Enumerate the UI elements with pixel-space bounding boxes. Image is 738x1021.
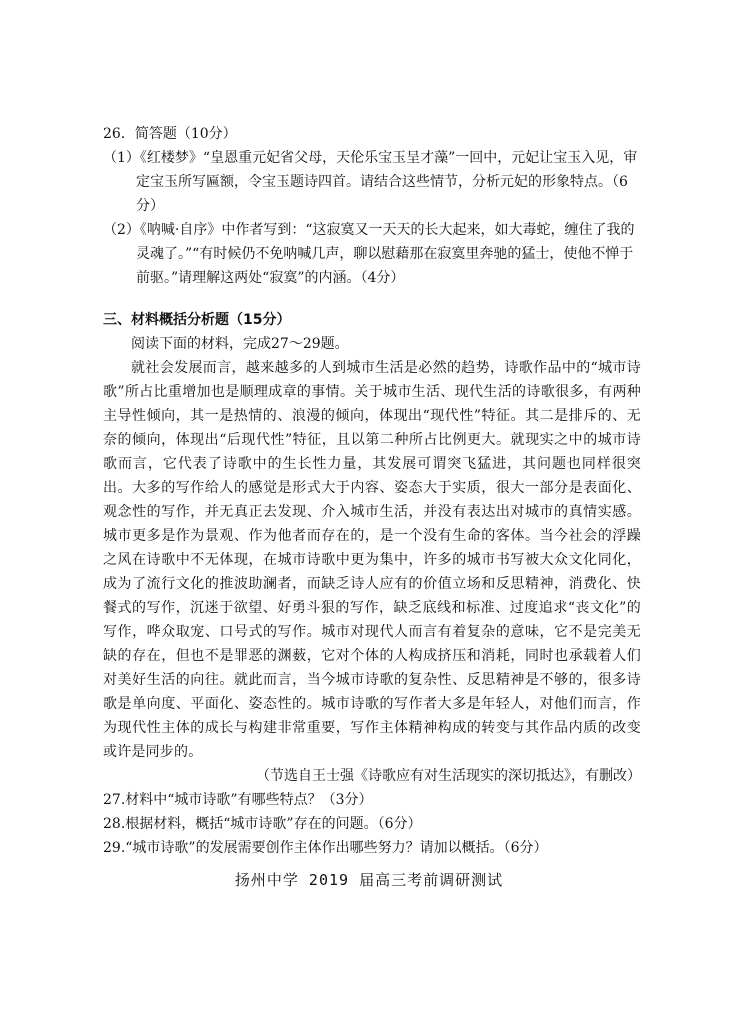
page-footer: 扬州中学 2019 届高三考前调研测试 (234, 871, 504, 889)
question-29: 29.“城市诗歌”的发展需要创作主体作出哪些努力？请加以概括。（6分） (103, 840, 548, 856)
question-26-part-2: （2）《呐喊·自序》中作者写到：“这寂寞又一天天的长大起来，如大毒蛇，缠住了我的灵魂了。”“有时候仍不免呐喊几声，聊以慰藉那在寂寞里奔驰的猛士，使他不惮于前驱。”请理解这两处“寂寞”的内涵。（4分） (103, 222, 635, 286)
question-27: 27.材料中“城市诗歌”有哪些特点？（3分） (103, 792, 373, 808)
section-gap (103, 290, 641, 308)
question-26-heading: 26．简答题（10分） (103, 126, 237, 142)
question-26-part-1: （1）《红楼梦》“皇恩重元妃省父母，天伦乐宝玉呈才藻”一回中，元妃让宝玉入见，审定宝玉所写匾额，令宝玉题诗四首。请结合这些情节，分析元妃的形象特点。（6分） (103, 150, 638, 214)
reading-passage: 就社会发展而言，越来越多的人到城市生活是必然的趋势，诗歌作品中的“城市诗歌”所占比重增加也是顺理成章的事情。关于城市生活、现代生活的诗歌很多，有两种主导性倾向，其一是热情的、浪漫的倾向，体现出“现代性”特征。其二是排斥的、无奈的倾向，体现出“后现代性”特征，且以第二种所占比例更大。就现实之中的城市诗歌而言，它代表了诗歌中的生长性力量，其发展可谓突飞猛进，其问题也同样很突出。大多的写作给人的感觉是形式大于内容、姿态大于实质，很大一部分是表面化、观念性的写作，并无真正去发现、介入城市生活，并没有表达出对城市的真情实感。城市更多是作为景观、作为他者而存在的，是一个没有生命的客体。当今社会的浮躁之风在诗歌中不无体现，在城市诗歌中更为集中，许多的城市书写被大众文化同化，成为了流行文化的推波助澜者，而缺乏诗人应有的价值立场和反思精神，消费化、快餐式的写作，沉迷于欲望、好勇斗狠的写作，缺乏底线和标准、过度追求“丧文化”的写作，哗众取宠、口号式的写作。城市对现代人而言有着复杂的意味，它不是完美无缺的存在，但也不是罪恶的渊薮，它对个体的人构成挤压和消耗，同时也承载着人们对美好生活的向往。就此而言，当今城市诗歌的复杂性、反思精神是不够的，很多诗歌是单向度、平面化、姿态性的。城市诗歌的写作者大多是年轻人，对他们而言，作为现代性主体的成长与构建非常重要，写作主体精神构成的转变与其作品内质的改变或许是同步的。 (103, 360, 641, 760)
page-content (103, 122, 641, 860)
passage-source: （节选自王士强《诗歌应有对生活现实的深切抵达》，有删改） (256, 768, 641, 784)
section-3-title: 三、材料概括分析题（15分） (103, 312, 291, 328)
section-3-instructions: 阅读下面的材料，完成27～29题。 (131, 336, 349, 352)
question-28: 28.根据材料，概括“城市诗歌”存在的问题。（6分） (103, 816, 422, 832)
